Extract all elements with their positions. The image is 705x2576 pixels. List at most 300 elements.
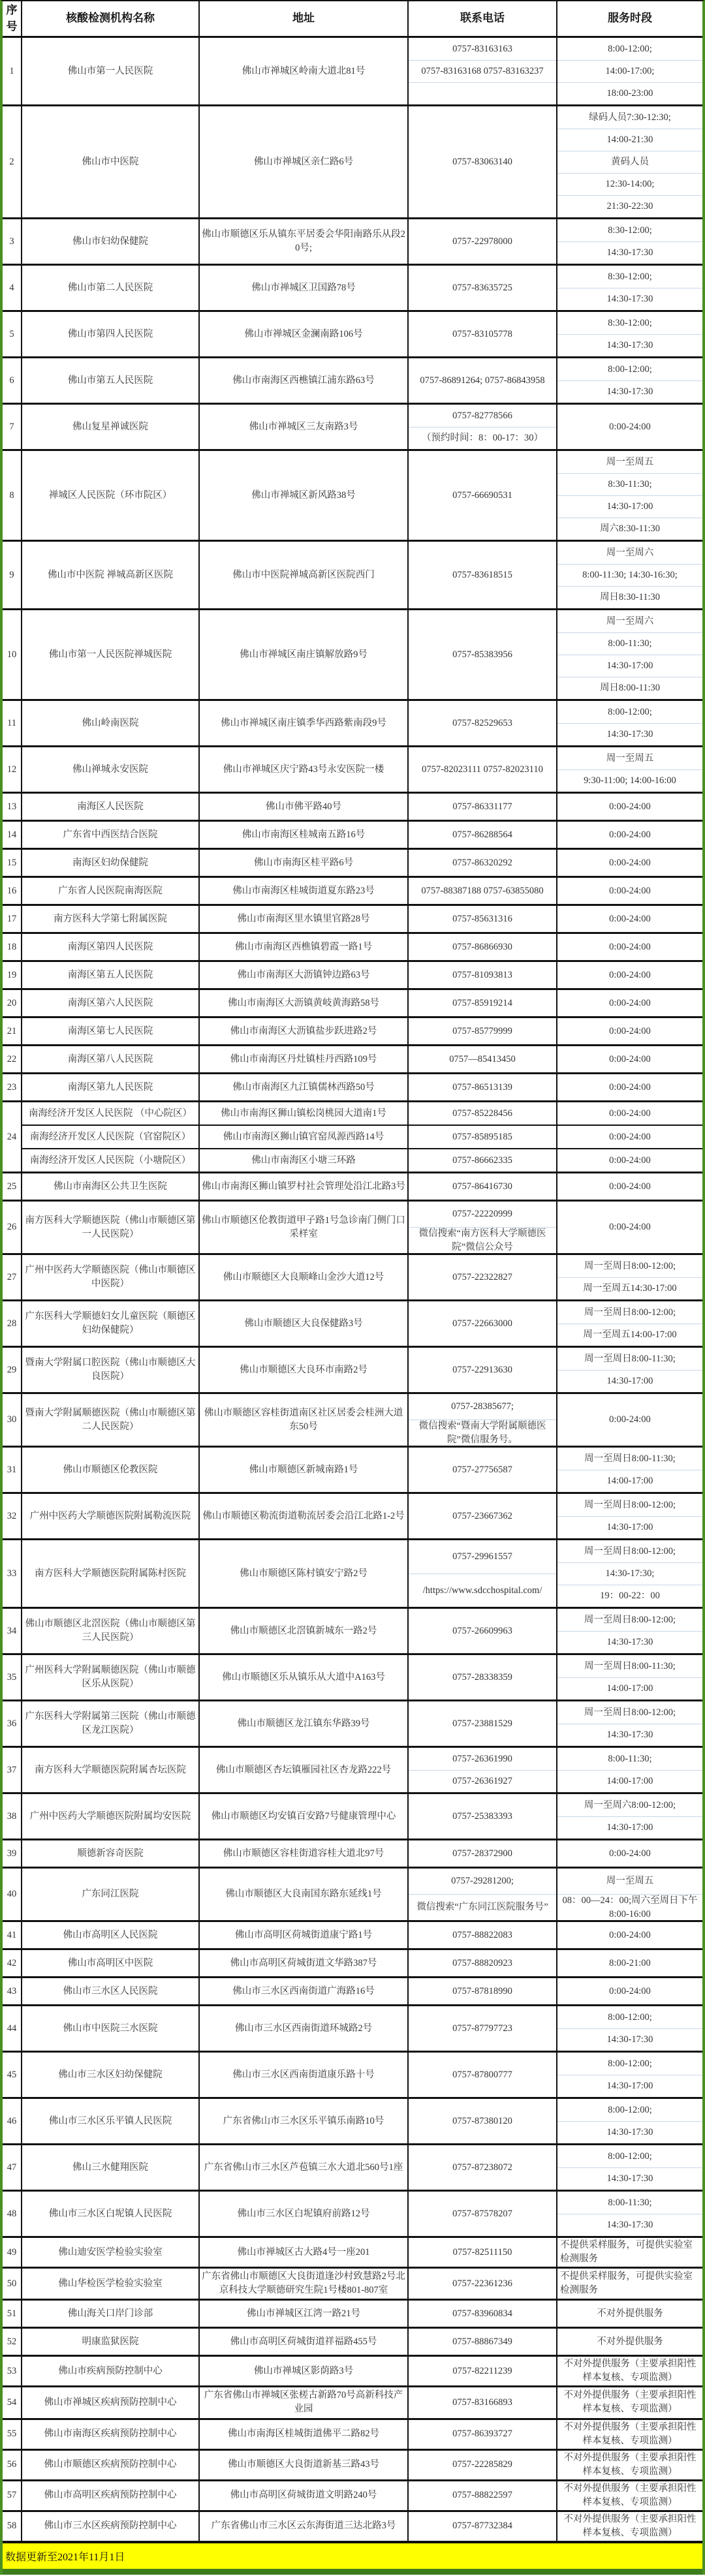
- cell-text: 南海区人民医院: [77, 801, 144, 812]
- service-hours-cell: [557, 405, 702, 449]
- phone-cell: [409, 2099, 557, 2143]
- institution-name-cell: [22, 934, 200, 960]
- cell-text: 佛山市疾病预防控制中心: [58, 2365, 163, 2376]
- cell-text: 广东省佛山市三水区云东海街道三达北路3号: [211, 2521, 396, 2532]
- service-hours-cell: [557, 1102, 702, 1125]
- table-row: [3, 794, 702, 822]
- address-cell: [200, 312, 409, 356]
- sequence-number-cell: [3, 2099, 22, 2143]
- sequence-number-cell: [3, 1869, 22, 1920]
- cell-text: 佛山市禅城区三友南路3号: [249, 421, 358, 432]
- institution-name-cell: [22, 878, 200, 904]
- cell-line: 0:00-24:00: [609, 997, 651, 1008]
- cell-line: 8:00-11:30;: [608, 2197, 652, 2208]
- cell-text: 4: [9, 282, 14, 293]
- address-cell: [200, 1922, 409, 1948]
- cell-text: 佛山禅城永安医院: [72, 764, 148, 775]
- phone-cell: [409, 2329, 557, 2355]
- cell-text: 23: [7, 1081, 17, 1093]
- cell-text: 佛山市高明区荷城街道康宁路1号: [234, 1929, 373, 1940]
- cell-text: 佛山市南海区九江镇儒林西路50号: [232, 1081, 375, 1093]
- cell-line: 0757-28338359: [452, 1671, 512, 1683]
- phone-cell: [409, 747, 557, 792]
- cell-text: 佛山迪安医学检验实验室: [58, 2246, 163, 2258]
- service-hours-cell: [557, 1394, 702, 1446]
- cell-text: 25: [7, 1181, 17, 1192]
- cell-line: 0757-87732384: [452, 2521, 512, 2532]
- sequence-number-cell: [3, 1748, 22, 1792]
- cell-line: 0757-85631316: [452, 913, 512, 924]
- phone-cell: [409, 2238, 557, 2267]
- service-hours-cell: [557, 1869, 702, 1920]
- address-cell: [200, 2481, 409, 2510]
- table-row: [3, 1748, 702, 1794]
- institution-name-cell: [22, 2301, 200, 2327]
- cell-line: 0757-87797723: [452, 2023, 512, 2034]
- cell-text: 佛山市顺德区乐从镇乐从大道中A163号: [222, 1671, 385, 1683]
- sequence-number-cell: [3, 1394, 22, 1446]
- phone-cell: [409, 1074, 557, 1100]
- cell-text: 48: [7, 2208, 17, 2219]
- sequence-number-cell: [3, 219, 22, 264]
- address-cell: [200, 1794, 409, 1839]
- phone-cell: [409, 1922, 557, 1948]
- phone-cell: [409, 1978, 557, 2004]
- cell-text: 佛山市三水区乐平镇人民医院: [48, 2115, 172, 2126]
- table-subrow: [22, 1102, 702, 1126]
- sequence-number-cell: [3, 2053, 22, 2097]
- institution-name-cell: [22, 1978, 200, 2004]
- phone-cell: [409, 2387, 557, 2417]
- service-hours-cell: [557, 701, 702, 745]
- cell-line: 8:00-11:30;: [608, 1753, 652, 1764]
- cell-line: 14:30-17:30: [557, 1631, 702, 1653]
- service-hours-cell: [557, 906, 702, 932]
- institution-name-cell: [22, 1540, 200, 1607]
- cell-text: 28: [7, 1318, 17, 1329]
- cell-text: 广东省佛山市三水区芦苞镇三水大道北560号1座: [204, 2162, 403, 2173]
- cell-line: 不对外提供服务: [597, 2336, 663, 2347]
- cell-text: 58: [7, 2521, 17, 2532]
- phone-cell: [409, 2420, 557, 2449]
- table-row: [3, 701, 702, 747]
- service-hours-cell: [557, 2357, 702, 2385]
- cell-text: 佛山市南海区桂城街道佛平二路82号: [228, 2429, 379, 2439]
- institution-name-cell: [22, 2006, 200, 2051]
- table-row: [3, 1794, 702, 1840]
- cell-line: 周一至周日8:00-12:00;: [584, 1499, 676, 1510]
- cell-line: 0757-83960834: [452, 2308, 512, 2319]
- cell-text: 佛山市高明区荷城街道祥福路455号: [230, 2336, 377, 2347]
- cell-line: 21:30-22:30: [557, 195, 702, 217]
- address-cell: [200, 1609, 409, 1653]
- cell-text: 27: [7, 1271, 17, 1282]
- phone-cell: [409, 542, 557, 608]
- cell-line: 0757-87818990: [452, 1985, 512, 1996]
- cell-line: 14:30-17:30: [557, 241, 702, 264]
- service-hours-cell: [557, 2269, 702, 2299]
- cell-line: 0:00-24:00: [609, 1108, 651, 1119]
- cell-text: 2: [9, 156, 14, 167]
- address-cell: [200, 1074, 409, 1100]
- sequence-number-cell: [3, 878, 22, 904]
- cell-line: 0:00-24:00: [609, 1848, 651, 1859]
- service-hours-cell: [557, 1126, 702, 1148]
- cell-text: 暨南大学附属顺德医院（佛山市顺德区第二人民医院）: [25, 1407, 196, 1432]
- cell-line: 14:30-17:30;: [557, 1562, 702, 1585]
- cell-text: 47: [7, 2162, 17, 2173]
- institution-name-cell: [22, 1922, 200, 1948]
- service-hours-cell: [557, 2451, 702, 2479]
- cell-text: 18: [7, 941, 17, 952]
- cell-text: 7: [9, 421, 14, 432]
- sequence-number-cell: [3, 542, 22, 608]
- cell-text: 佛山市南海区桂平路6号: [253, 857, 354, 868]
- cell-text: 佛山市南海区狮山镇罗村社会管理处沿江北路3号: [202, 1181, 405, 1192]
- phone-cell: [409, 2301, 557, 2327]
- cell-text: 44: [7, 2023, 17, 2034]
- phone-cell: [409, 2269, 557, 2299]
- cell-line: 周一至周五: [606, 753, 654, 764]
- cell-text: 佛山市高明区荷城街道文华路387号: [230, 1957, 377, 1968]
- cell-line: 12:30-14:00;: [557, 173, 702, 195]
- cell-line: 0757-85228456: [452, 1108, 512, 1119]
- address-cell: [200, 1701, 409, 1746]
- table-subrow: [22, 1149, 702, 1172]
- table-row: [3, 2301, 702, 2329]
- table-row: [3, 219, 702, 266]
- address-cell: [200, 906, 409, 932]
- service-hours-cell: [557, 747, 702, 792]
- cell-line: 14:00-17:00: [557, 1677, 702, 1699]
- cell-text: 佛山市三水区疾病预防控制中心: [44, 2521, 177, 2532]
- sequence-number-cell: [3, 1046, 22, 1072]
- cell-text: 佛山市南海区大沥镇钟边路63号: [237, 969, 370, 980]
- cell-line: 14:30-17:00: [557, 1516, 702, 1538]
- cell-text: 佛山市第五人民医院: [67, 375, 153, 386]
- cell-line: 8:30-12:00;: [608, 317, 652, 328]
- institution-name-cell: [22, 2099, 200, 2143]
- cell-text: 佛山市佛平路40号: [266, 801, 341, 812]
- cell-line: 14:30-17:30: [557, 288, 702, 310]
- institution-name-cell: [22, 2053, 200, 2097]
- cell-text: 佛山市三水区白坭镇人民医院: [48, 2208, 172, 2219]
- table-row: [3, 990, 702, 1018]
- column-header-3: 联系电话: [409, 1, 557, 36]
- table-row: [3, 2512, 702, 2543]
- service-hours-cell: [557, 2145, 702, 2190]
- institution-name-cell: [22, 1173, 200, 1200]
- service-hours-cell: [557, 1202, 702, 1253]
- service-hours-cell: [557, 1173, 702, 1200]
- cell-text: 33: [7, 1568, 17, 1579]
- cell-line: 0757-86662335: [452, 1155, 512, 1166]
- phone-cell: [409, 701, 557, 745]
- address-cell: [200, 1448, 409, 1492]
- cell-line: 0757—85413450: [449, 1053, 516, 1064]
- cell-text: 佛山市第一人民医院: [67, 65, 153, 76]
- institution-name-cell: [22, 2387, 200, 2417]
- cell-text: 11: [7, 717, 16, 728]
- cell-line: 不对外提供服务（主要承担阳性样本复核、专项监测）: [563, 2452, 697, 2477]
- cell-text: 广东医科大学顺德妇女儿童医院（顺德区妇幼保健院）: [25, 1311, 196, 1336]
- cell-line: 14:30-17:30: [557, 2214, 702, 2236]
- sequence-number-cell: [3, 405, 22, 449]
- cell-text: 广州医科大学附属顺德医院（佛山市顺德区乐从医院）: [25, 1665, 196, 1690]
- table-row: [3, 1609, 702, 1655]
- sequence-number-cell: [3, 934, 22, 960]
- sequence-number-cell: [3, 2357, 22, 2385]
- sequence-number-cell: [3, 1018, 22, 1044]
- service-hours-cell: [557, 1149, 702, 1172]
- table-row: [3, 2145, 702, 2192]
- cell-line: 0757-81093813: [452, 969, 512, 980]
- cell-line: 周一至周六8:00-12:00;: [584, 1799, 676, 1810]
- institution-name-cell: [22, 1394, 200, 1446]
- cell-line: 绿码人员7:30-12:30;: [589, 112, 671, 123]
- table-row: [3, 1448, 702, 1494]
- cell-line: 0757-22361236: [452, 2278, 512, 2289]
- cell-line: 0757-85383956: [452, 649, 512, 660]
- cell-text: 3: [9, 236, 14, 247]
- cell-text: 佛山市南海区桂城南五路16号: [242, 829, 366, 840]
- address-cell: [200, 2006, 409, 2051]
- phone-cell: [409, 1869, 557, 1920]
- service-hours-cell: [557, 2512, 702, 2541]
- address-cell: [200, 1950, 409, 1976]
- institutions-table: [3, 1, 702, 2543]
- service-hours-cell: [557, 2006, 702, 2051]
- cell-text: 广东省佛山市三水区乐平镇乐南路10号: [223, 2115, 384, 2126]
- sequence-number-cell: [3, 1102, 22, 1172]
- table-row: [3, 1978, 702, 2006]
- sequence-number-cell: [3, 2192, 22, 2236]
- sequence-number-cell: [3, 2301, 22, 2327]
- table-row: [3, 38, 702, 106]
- institution-name-cell: [22, 2269, 200, 2299]
- table-row: [3, 1701, 702, 1748]
- service-hours-cell: [557, 2387, 702, 2417]
- address-cell: [200, 1149, 409, 1172]
- cell-text: 南方医科大学顺德医院（佛山市顺德区第一人民医院）: [25, 1215, 196, 1239]
- sequence-number-cell: [3, 312, 22, 356]
- institution-name-cell: [22, 822, 200, 848]
- cell-text: 佛山市南海区狮山镇松岗桃园大道南1号: [221, 1108, 386, 1119]
- cell-line: 0:00-24:00: [609, 1081, 651, 1093]
- cell-text: 45: [7, 2069, 17, 2080]
- cell-text: 24: [7, 1131, 17, 1142]
- phone-cell: [409, 1950, 557, 1976]
- institution-name-cell: [22, 1840, 200, 1867]
- cell-text: 佛山市南海区狮山镇官窑凤源西路14号: [223, 1131, 384, 1142]
- table-row: [3, 962, 702, 990]
- cell-text: 51: [7, 2308, 17, 2319]
- cell-text: 广东省人民医院南海医院: [58, 885, 163, 896]
- cell-text: 50: [7, 2278, 17, 2289]
- institution-name-cell: [22, 2420, 200, 2449]
- institution-name-cell: [22, 1609, 200, 1653]
- table-body: [3, 38, 702, 2542]
- cell-text: 佛山市南海区丹灶镇桂丹西路109号: [230, 1053, 377, 1064]
- cell-text: 佛山市南海区桂城街道夏东路23号: [232, 885, 375, 896]
- cell-text: 佛山市中医院: [82, 156, 139, 167]
- institution-name-cell: [22, 451, 200, 540]
- service-hours-cell: [557, 542, 702, 608]
- cell-text: 佛山市顺德区疾病预防控制中心: [44, 2459, 177, 2470]
- address-cell: [200, 1840, 409, 1867]
- cell-line: 14:30-17:00: [557, 495, 702, 518]
- cell-line: 0757-23667362: [452, 1510, 512, 1521]
- phone-cell: [409, 1173, 557, 1200]
- phone-cell: [409, 1748, 557, 1792]
- cell-line: 0757-26609963: [452, 1625, 512, 1636]
- address-cell: [200, 1202, 409, 1253]
- sequence-number-cell: [3, 358, 22, 403]
- cell-line: 14:00-17:00: [557, 1770, 702, 1792]
- cell-line: 14:00-17:00;: [557, 60, 702, 82]
- cell-line: 0757-28385677;: [451, 1401, 514, 1412]
- address-cell: [200, 1348, 409, 1392]
- sequence-number-cell: [3, 1655, 22, 1699]
- table-row: [3, 1950, 702, 1978]
- cell-line: 周一至周日8:00-12:00;: [584, 1707, 676, 1718]
- service-hours-cell: [557, 2420, 702, 2449]
- cell-text: 佛山市三水区人民医院: [63, 1985, 158, 1996]
- cell-line: 0757-88822083: [452, 1929, 512, 1940]
- service-hours-cell: [557, 1950, 702, 1976]
- cell-text: 佛山市顺德区陈村镇安宁路2号: [240, 1568, 368, 1579]
- cell-text: 41: [7, 1929, 17, 1940]
- table-row: [3, 1655, 702, 1701]
- cell-line: 微信搜索“南方医科大学顺德医院”微信公众号: [409, 1227, 556, 1253]
- phone-cell: [409, 1794, 557, 1839]
- cell-text: 42: [7, 1957, 17, 1968]
- institution-name-cell: [22, 794, 200, 820]
- cell-line: 8:30-12:00;: [608, 225, 652, 236]
- phone-cell: [409, 405, 557, 449]
- cell-line: 0757-82778566: [452, 410, 512, 421]
- sequence-number-cell: [3, 1540, 22, 1607]
- cell-text: 佛山市顺德区勒流街道勒流居委会沿江北路1-2号: [202, 1510, 405, 1521]
- institution-name-cell: [22, 219, 200, 264]
- sequence-number-cell: [3, 822, 22, 848]
- phone-cell: [409, 962, 557, 988]
- table-row: [3, 2387, 702, 2419]
- cell-line: 0757-83163168 0757-83163237: [409, 60, 556, 82]
- address-cell: [200, 358, 409, 403]
- cell-line: 0757-88822597: [452, 2490, 512, 2501]
- cell-text: 南方医科大学顺德医院附属杏坛医院: [35, 1764, 186, 1775]
- cell-text: 南方医科大学第七附属医院: [54, 913, 167, 924]
- sequence-number-cell: [3, 1255, 22, 1299]
- cell-text: 佛山市顺德区容桂街道南区社区居委会桂洲大道东50号: [204, 1407, 403, 1432]
- cell-line: 0757-88820923: [452, 1957, 512, 1968]
- cell-text: 30: [7, 1414, 17, 1425]
- table-row: [3, 822, 702, 850]
- cell-text: 29: [7, 1364, 17, 1375]
- institution-name-cell: [22, 1494, 200, 1538]
- institution-name-cell: [22, 1102, 200, 1125]
- service-hours-cell: [557, 38, 702, 104]
- table-row: [3, 1540, 702, 1609]
- table-row: [3, 1394, 702, 1448]
- table-row: [3, 1869, 702, 1922]
- cell-line: 0757-22913630: [452, 1364, 512, 1375]
- cell-text: 21: [7, 1025, 17, 1036]
- address-cell: [200, 1126, 409, 1148]
- cell-line: 8:00-11:30; 14:30-16:30;: [557, 564, 702, 586]
- cell-line: 8:00-12:00;: [608, 2104, 652, 2115]
- cell-text: 佛山市禅城区影荫路3号: [253, 2365, 354, 2376]
- cell-text: 佛山市南海区公共卫生医院: [54, 1181, 167, 1192]
- cell-text: 39: [7, 1848, 17, 1859]
- cell-line: 0757-86513139: [452, 1081, 512, 1093]
- cell-line: 0757-82529653: [452, 717, 512, 728]
- service-hours-cell: [557, 1540, 702, 1607]
- service-hours-cell: [557, 1255, 702, 1299]
- cell-text: 佛山市顺德区杏坛镇雁园社区杏龙路222号: [215, 1764, 392, 1775]
- cell-line: 0757-83063140: [452, 156, 512, 167]
- cell-line: 18:00-23:00: [557, 82, 702, 104]
- service-hours-cell: [557, 266, 702, 310]
- address-cell: [200, 1540, 409, 1607]
- service-hours-cell: [557, 2053, 702, 2097]
- address-cell: [200, 106, 409, 217]
- table-row: [3, 405, 702, 451]
- phone-cell: [409, 1394, 557, 1446]
- cell-text: 南海区第四人民医院: [67, 941, 153, 952]
- cell-line: 8:00-12:00;: [608, 2011, 652, 2023]
- institution-name-cell: [22, 1149, 200, 1172]
- table-row: [3, 106, 702, 219]
- cell-text: 36: [7, 1718, 17, 1729]
- cell-line: 周一至周日8:00-11:30;: [584, 1453, 676, 1464]
- cell-line: 8:00-11:30;: [557, 632, 702, 655]
- cell-text: 佛山市中医院禅城高新区医院西门: [232, 569, 375, 580]
- address-cell: [200, 878, 409, 904]
- cell-line: 周一至周日8:00-11:30;: [584, 1660, 676, 1671]
- phone-cell: [409, 106, 557, 217]
- cell-text: 佛山市高明区荷城街道文明路240号: [230, 2490, 377, 2501]
- address-cell: [200, 794, 409, 820]
- service-hours-cell: [557, 2238, 702, 2267]
- service-hours-cell: [557, 312, 702, 356]
- cell-text: 佛山市三水区西南街道广海路16号: [232, 1985, 375, 1996]
- service-hours-cell: [557, 610, 702, 699]
- cell-line: 0757-27756587: [452, 1464, 512, 1475]
- cell-line: 14:30-17:30: [557, 723, 702, 745]
- cell-line: 0757-86320292: [452, 857, 512, 868]
- phone-cell: [409, 219, 557, 264]
- cell-text: 南海区第五人民医院: [67, 969, 153, 980]
- cell-text: 佛山市顺德区大良保健路3号: [244, 1318, 363, 1329]
- address-cell: [200, 2145, 409, 2190]
- cell-text: 15: [7, 857, 17, 868]
- cell-line: 0757-88867349: [452, 2336, 512, 2347]
- cell-line: 0757-83618515: [452, 569, 512, 580]
- institution-name-cell: [22, 1748, 200, 1792]
- address-cell: [200, 2301, 409, 2327]
- service-hours-cell: [557, 1655, 702, 1699]
- sequence-number-cell: [3, 2481, 22, 2510]
- cell-text: 南海区第七人民医院: [67, 1025, 153, 1036]
- table-row: [3, 1922, 702, 1950]
- institution-name-cell: [22, 1655, 200, 1699]
- cell-text: 1: [9, 65, 14, 76]
- cell-line: 不对外提供服务（主要承担阳性样本复核、专项监测）: [563, 2513, 697, 2538]
- cell-line: 0757-88387188 0757-63855080: [421, 885, 544, 896]
- table-row: [3, 266, 702, 312]
